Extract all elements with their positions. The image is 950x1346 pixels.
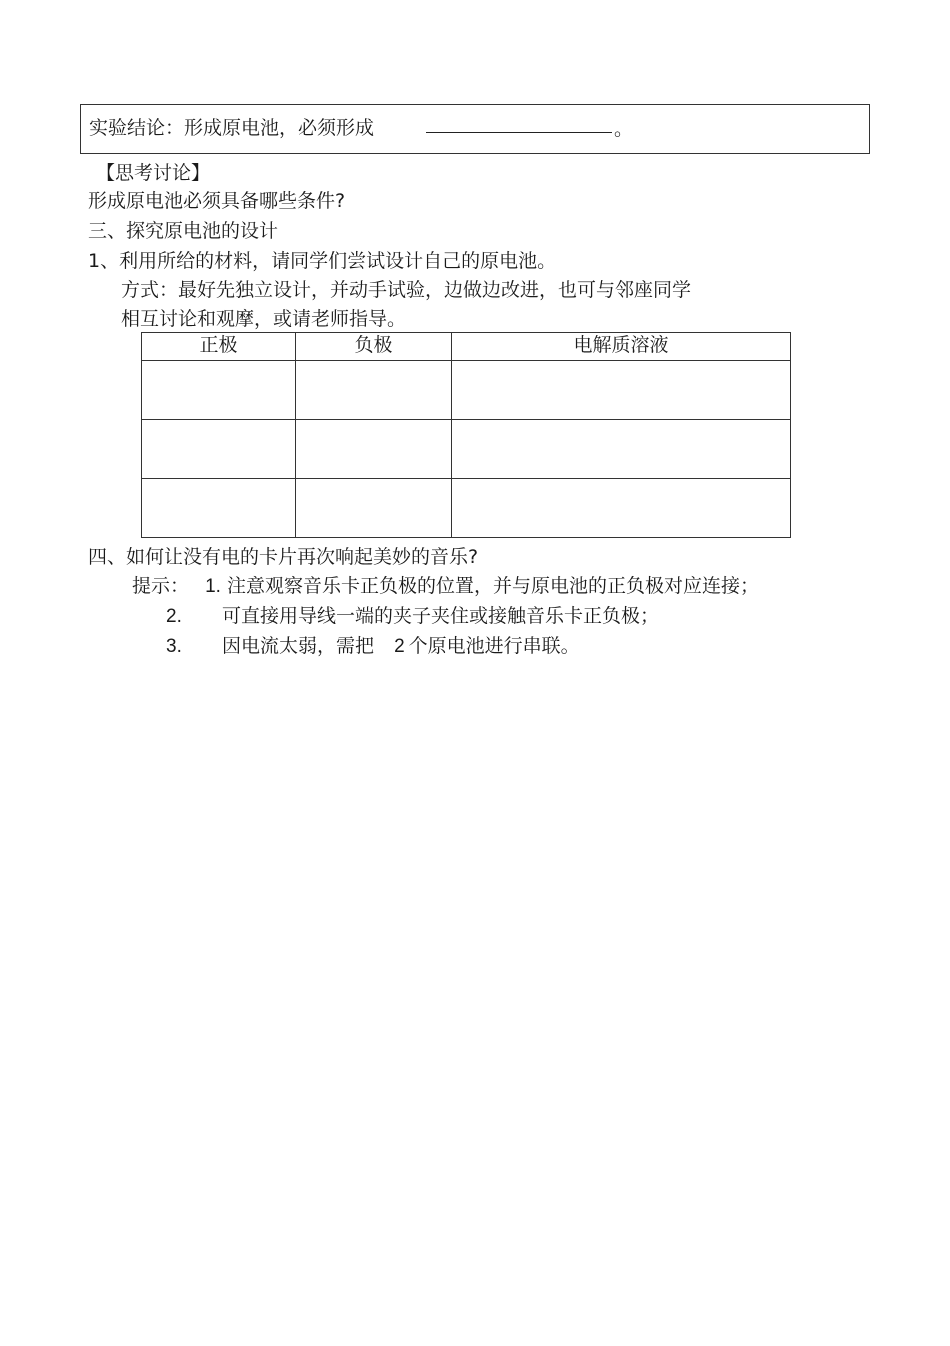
hint2-number: 2. — [166, 606, 182, 627]
table-cell[interactable] — [452, 361, 791, 420]
method-line2: 相互讨论和观摩，或请老师指导。 — [121, 308, 407, 330]
method-line1: 方式：最好先独立设计，并动手试验，边做边改进，也可与邻座同学 — [121, 279, 692, 301]
section4-title: 四、如何让没有电的卡片再次响起美妙的音乐? — [88, 546, 479, 568]
hint-line1 — [132, 571, 759, 598]
table-cell[interactable] — [452, 420, 791, 479]
hint3-text-b: 个原电池进行串联。 — [408, 635, 580, 657]
table-cell[interactable] — [142, 420, 296, 479]
hint-line2 — [166, 601, 659, 628]
hint3-number: 3. — [166, 636, 182, 657]
conclusion-box — [80, 104, 870, 154]
table-header-row — [142, 333, 791, 361]
table-cell[interactable] — [296, 479, 452, 538]
discussion-question: 形成原电池必须具备哪些条件? — [88, 190, 346, 212]
section3-title: 三、探究原电池的设计 — [88, 220, 279, 242]
header-electrolyte: 电解质溶液 — [452, 333, 791, 361]
section3-item1: 1、利用所给的材料，请同学们尝试设计自己的原电池。 — [88, 250, 557, 272]
table-cell[interactable] — [296, 420, 452, 479]
table-cell[interactable] — [452, 479, 791, 538]
conclusion-end: 。 — [614, 118, 634, 140]
header-positive: 正极 — [142, 333, 296, 361]
discussion-heading: 【思考讨论】 — [96, 162, 211, 184]
table-cell[interactable] — [142, 361, 296, 420]
design-table — [141, 332, 791, 538]
table-cell[interactable] — [296, 361, 452, 420]
hint2-text: 可直接用导线一端的夹子夹住或接触音乐卡正负极； — [222, 605, 660, 627]
header-negative: 负极 — [296, 333, 452, 361]
hint1-number: 1. — [205, 576, 221, 597]
hint-line3 — [166, 631, 580, 658]
table-row — [142, 420, 791, 479]
hint3-count: 2 — [394, 636, 405, 657]
hint-label: 提示： — [132, 575, 190, 597]
conclusion-text: 实验结论：形成原电池，必须形成 — [89, 117, 375, 139]
hint1-text: 注意观察音乐卡正负极的位置，并与原电池的正负极对应连接； — [226, 575, 759, 597]
table-row — [142, 361, 791, 420]
table-cell[interactable] — [142, 479, 296, 538]
hint3-text-a: 因电流太弱，需把 — [222, 635, 375, 657]
conclusion-blank[interactable] — [426, 132, 612, 133]
table-row — [142, 479, 791, 538]
